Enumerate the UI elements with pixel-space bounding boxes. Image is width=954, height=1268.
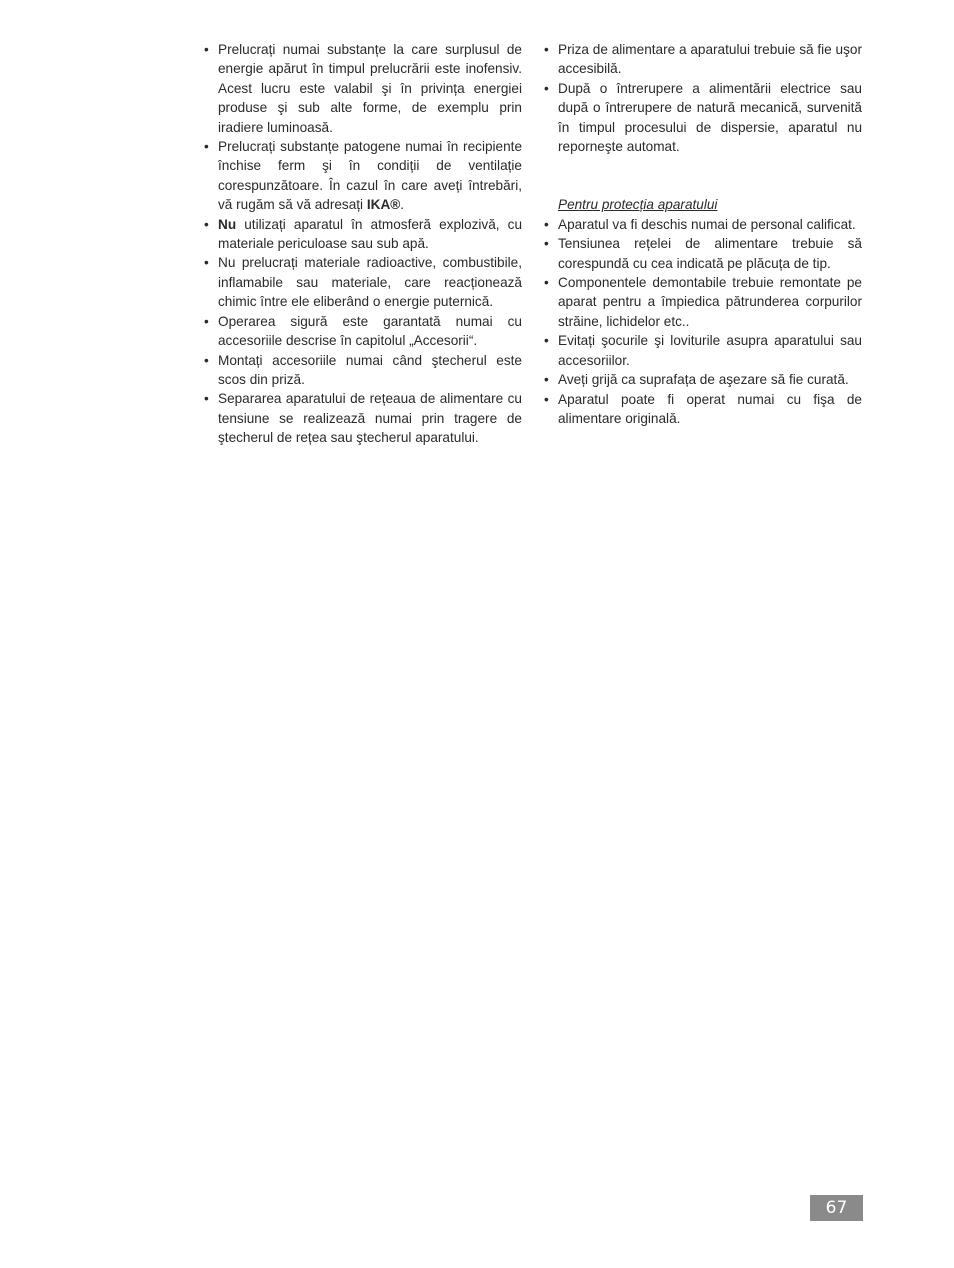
list-item	[544, 215, 862, 234]
emphasis-nu: Nu	[218, 216, 237, 232]
list-item-text: Tensiunea rețelei de alimentare trebuie să corespundă cu cea indicată pe plăcuța de tip.	[558, 236, 862, 271]
list-item-text: Nu prelucrați materiale radioactive, combustibile, inflamabile sau materiale, care reacționează chimic între ele eliberând o energie puternică.	[218, 255, 522, 310]
list-item-text: Operarea sigură este garantată numai cu accesoriile descrise în capitolul „Accesorii“.	[218, 313, 522, 349]
list-item-text: După o întrerupere a alimentării electrice sau după o întrerupere de natură mecanică, survenită în timpul procesului de dispersie, aparatul nu reporneşte automat.	[558, 80, 862, 155]
list-item	[204, 253, 522, 311]
list-item	[544, 40, 862, 79]
bullet-icon: •	[204, 255, 209, 271]
bullet-icon: •	[544, 275, 549, 291]
list-item	[544, 79, 862, 157]
list-item	[204, 215, 522, 254]
right-column	[544, 40, 862, 428]
list-item-text: Priza de alimentare a aparatului trebuie să fie uşor accesibilă.	[558, 42, 862, 77]
section-heading: Pentru protecția aparatului	[558, 197, 718, 213]
list-item-text: Aveți grijă ca suprafața de aşezare să fie curată.	[558, 372, 849, 388]
safety-list-left	[204, 40, 522, 448]
bullet-icon: •	[204, 352, 209, 368]
list-item	[544, 331, 862, 370]
bullet-icon: •	[544, 333, 549, 349]
bullet-icon: •	[544, 80, 549, 96]
bullet-icon: •	[204, 391, 209, 407]
page-number: 67	[810, 1195, 863, 1221]
list-item	[544, 234, 862, 273]
list-item-text: Aparatul va fi deschis numai de personal calificat.	[558, 216, 856, 232]
list-item-text: Prelucrați substanțe patogene numai în recipiente închise ferm şi în condiții de ventilație corespunzătoare. În cazul în care aveți întrebări, vă rugăm să vă adresați	[218, 139, 522, 213]
brand-suffix: .	[400, 197, 405, 213]
list-item-text: Componentele demontabile trebuie remontate pe aparat pentru a împiedica pătrunderea corpurilor străine, lichidelor etc..	[558, 275, 862, 329]
list-item-text: Separarea aparatului de rețeaua de alimentare cu tensiune se realizează numai prin tragere de ştecherul de rețea sau ştecherul aparatului.	[218, 391, 522, 446]
safety-list-right-top	[544, 40, 862, 156]
bullet-icon: •	[204, 216, 209, 232]
list-item-text: Montați accesoriile numai când ştecherul este scos din priză.	[218, 352, 522, 387]
list-item-text: Prelucrați numai substanțe la care surplusul de energie apărut în timpul prelucrării este inofensiv. Acest lucru este valabil şi în privința energiei produse şi sub alte forme, de exemplu prin iradiere luminoasă.	[218, 42, 522, 135]
bullet-icon: •	[544, 42, 549, 57]
list-item	[544, 370, 862, 389]
bullet-icon: •	[204, 313, 209, 329]
list-item	[204, 137, 522, 215]
bullet-icon: •	[204, 139, 209, 155]
bullet-icon: •	[544, 216, 549, 232]
list-item	[204, 351, 522, 390]
brand-name: IKA®	[366, 197, 401, 213]
device-protection-list	[544, 215, 862, 428]
list-item-text: Aparatul poate fi operat numai cu fişa de alimentare originală.	[558, 391, 862, 426]
list-item	[544, 390, 862, 429]
bullet-icon: •	[544, 391, 549, 407]
list-item	[544, 273, 862, 331]
list-item-text: utilizați aparatul în atmosferă explozivă, cu materiale periculoase sau sub apă.	[218, 216, 522, 252]
list-item	[204, 389, 522, 447]
bullet-icon: •	[544, 236, 549, 252]
bullet-icon: •	[204, 42, 209, 57]
list-item	[204, 40, 522, 137]
left-column	[204, 40, 522, 448]
list-item-text: Evitați şocurile şi loviturile asupra aparatului sau accesoriilor.	[558, 333, 862, 368]
list-item	[204, 312, 522, 351]
bullet-icon: •	[544, 372, 549, 388]
